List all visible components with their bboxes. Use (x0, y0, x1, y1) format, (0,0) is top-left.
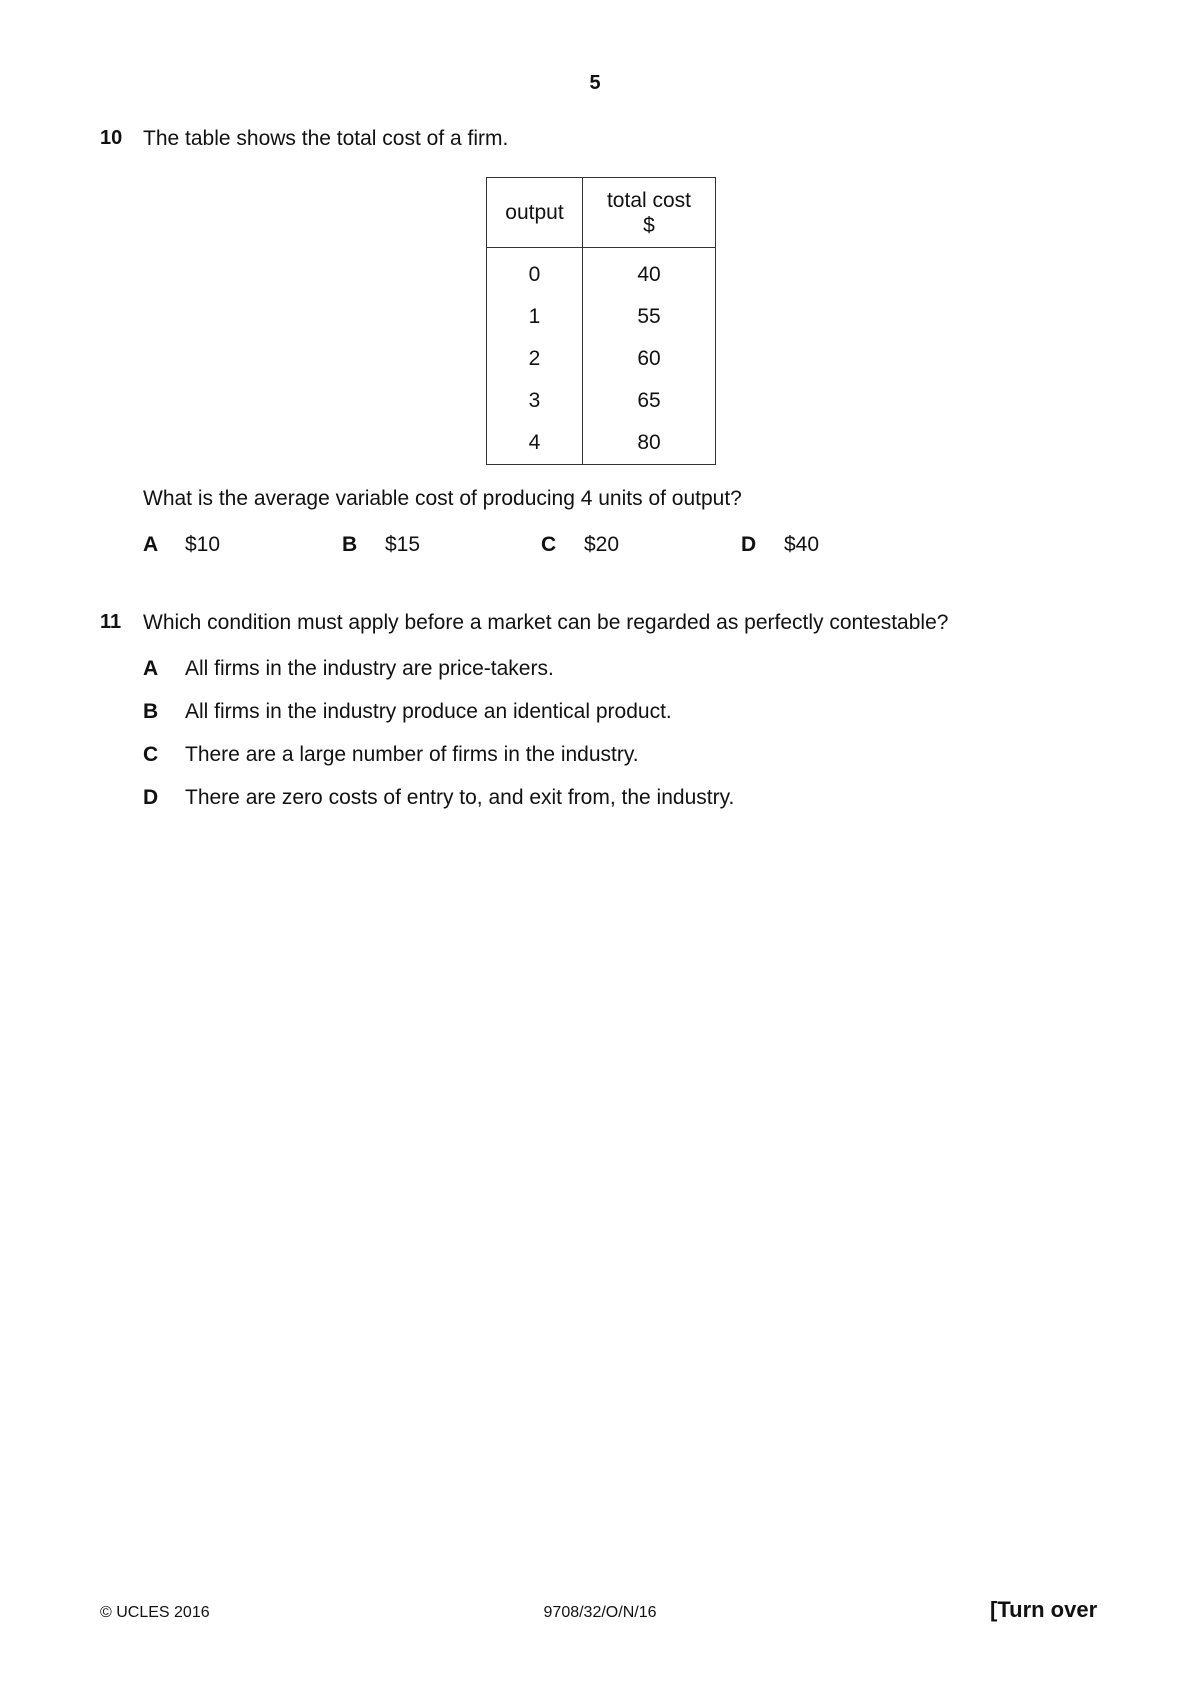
option-letter: D (143, 786, 159, 809)
footer-paper-code: 9708/32/O/N/16 (543, 1604, 657, 1621)
option-text: $40 (784, 533, 820, 556)
option-text: All firms in the industry produce an identical product. (185, 700, 672, 723)
option-letter: B (342, 533, 358, 556)
question-10-prompt: What is the average variable cost of producing 4 units of output? (143, 487, 742, 510)
table-row (487, 338, 716, 380)
header-total-cost-unit: $ (643, 213, 655, 237)
footer-turn-over: [Turn over (990, 1597, 1098, 1622)
question-11-number: 11 (100, 611, 122, 633)
output-cell: 4 (487, 422, 583, 465)
question-10-number: 10 (100, 127, 123, 149)
table-row (487, 296, 716, 338)
option-letter: A (143, 533, 159, 556)
output-cell: 2 (487, 338, 583, 380)
header-output: output (487, 178, 583, 248)
table-row (487, 380, 716, 422)
option-letter: A (143, 657, 159, 680)
cost-cell: 65 (583, 380, 716, 422)
cost-cell: 55 (583, 296, 716, 338)
question-10-stem: The table shows the total cost of a firm. (143, 127, 509, 150)
footer-copyright: © UCLES 2016 (100, 1604, 210, 1621)
option-letter: D (741, 533, 757, 556)
option-letter: C (143, 743, 159, 766)
option-text: $10 (185, 533, 221, 556)
output-cell: 3 (487, 380, 583, 422)
cost-cell: 40 (583, 248, 716, 297)
option-text: $20 (584, 533, 620, 556)
total-cost-table (486, 177, 716, 465)
header-total-cost (583, 178, 716, 248)
output-cell: 1 (487, 296, 583, 338)
question-11-stem: Which condition must apply before a market can be regarded as perfectly contestable? (143, 611, 949, 634)
option-text: $15 (385, 533, 421, 556)
page-number: 5 (589, 72, 601, 94)
option-letter: C (541, 533, 557, 556)
table-row (487, 248, 716, 297)
option-text: There are zero costs of entry to, and exit from, the industry. (185, 786, 735, 809)
option-text: All firms in the industry are price-takers. (185, 657, 554, 680)
option-letter: B (143, 700, 159, 723)
output-cell: 0 (487, 248, 583, 297)
option-text: There are a large number of firms in the industry. (185, 743, 639, 766)
table-row (487, 422, 716, 465)
header-total-cost-label: total cost (606, 188, 692, 212)
cost-cell: 60 (583, 338, 716, 380)
cost-cell: 80 (583, 422, 716, 465)
table-header-row (487, 178, 716, 248)
